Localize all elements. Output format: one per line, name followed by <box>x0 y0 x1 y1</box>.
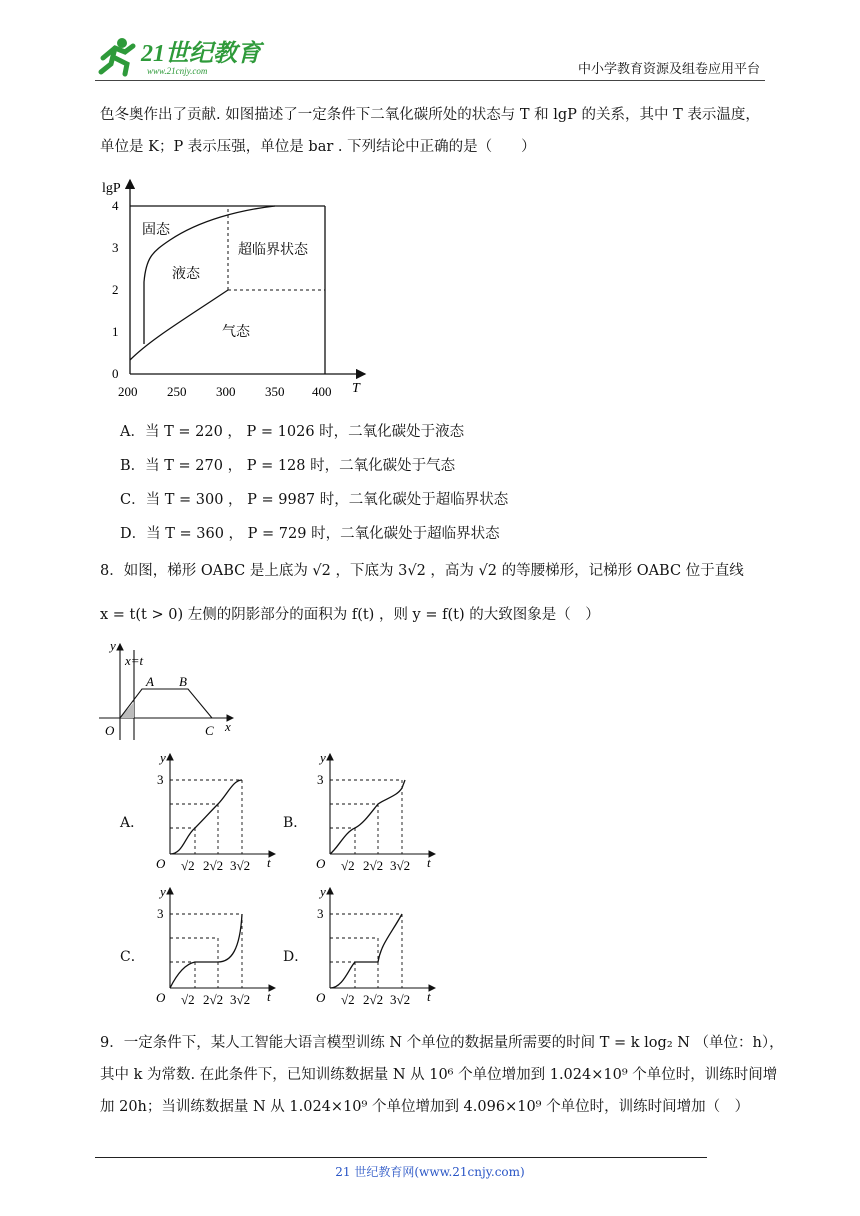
region-supercritical: 超临界状态 <box>238 243 308 258</box>
logo-text: 21世纪教育 <box>141 41 261 67</box>
svg-text:C: C <box>205 723 214 738</box>
q7-line1: 色冬奥作出了贡献. 如图描述了一定条件下二氧化碳所处的状态与 T 和 lgP 的关系，其中 T 表示温度， <box>100 107 760 123</box>
y-label: y <box>160 884 166 899</box>
y-label: y <box>320 750 326 765</box>
t-label: t <box>427 855 431 870</box>
y-tick: 0 <box>112 366 119 381</box>
origin-label: O <box>316 856 326 871</box>
y-label: y <box>320 884 326 899</box>
tick-2root2: 2√2 <box>363 858 384 873</box>
tick-2root2: 2√2 <box>203 992 224 1007</box>
x-tick: 400 <box>312 384 332 399</box>
q8-line2: x = t(t > 0) 左侧的阴影部分的面积为 f(t) ，则 y = f(t) 的大致图象是（ ） <box>100 607 600 623</box>
header-divider <box>95 80 765 81</box>
t-label: t <box>267 989 271 1004</box>
origin-label: O <box>156 990 166 1005</box>
svg-text:B: B <box>179 674 187 689</box>
q8-option-c-label[interactable]: C． <box>120 949 145 965</box>
region-gas: 气态 <box>222 325 250 340</box>
tick-2root2: 2√2 <box>203 858 224 873</box>
tick-root2: √2 <box>181 992 195 1007</box>
y-tick: 4 <box>112 198 119 213</box>
q8-graph-b[interactable] <box>305 748 445 878</box>
q8-graph-a[interactable] <box>145 748 285 878</box>
region-solid: 固态 <box>142 223 170 238</box>
y-label: y <box>160 750 166 765</box>
graph-curve <box>170 914 242 988</box>
tick-root2: √2 <box>181 858 195 873</box>
footer-text[interactable]: 21 世纪教育网(www.21cnjy.com) <box>335 1165 525 1179</box>
footer-divider <box>95 1157 707 1158</box>
y-tick: 2 <box>112 282 119 297</box>
runner-icon <box>101 38 133 74</box>
svg-text:O: O <box>105 723 115 738</box>
y-axis-label: lgP <box>102 181 121 196</box>
q7-line2: 单位是 K；P 表示压强，单位是 bar . 下列结论中正确的是（ ） <box>100 139 536 155</box>
graph-curve <box>330 914 402 988</box>
q9-line2: 其中 k 为常数. 在此条件下，已知训练数据量 N 从 10⁶ 个单位增加到 1.024×10⁹ 个单位时，训练时间增 <box>100 1067 778 1083</box>
tick-3: 3 <box>317 772 324 787</box>
logo-url: www.21cnjy.com <box>147 66 208 76</box>
q8-option-a-label[interactable]: A． <box>120 815 145 831</box>
x-axis-label: T <box>352 381 360 396</box>
q7-option-b[interactable]: B．当 T = 270 ， P = 128 时，二氧化碳处于气态 <box>120 458 456 474</box>
q7-option-a[interactable]: A．当 T = 220 ， P = 1026 时，二氧化碳处于液态 <box>120 424 465 440</box>
phase-diagram <box>90 172 380 402</box>
q9-line1: 9．一定条件下，某人工智能大语言模型训练 N 个单位的数据量所需要的时间 T = k log₂ N （单位：h）， <box>100 1035 784 1051</box>
origin-label: O <box>316 990 326 1005</box>
x-tick: 250 <box>167 384 187 399</box>
svg-text:x: x <box>225 719 231 734</box>
tick-3: 3 <box>157 772 164 787</box>
trapezoid-figure <box>95 638 245 743</box>
svg-text:A: A <box>146 674 154 689</box>
svg-text:x=t: x=t <box>125 653 144 668</box>
tick-3root2: 3√2 <box>230 992 251 1007</box>
tick-3: 3 <box>317 906 324 921</box>
y-tick: 3 <box>112 240 119 255</box>
tick-3: 3 <box>157 906 164 921</box>
tick-3root2: 3√2 <box>390 992 411 1007</box>
site-logo <box>95 34 265 78</box>
q7-option-d[interactable]: D．当 T = 360 ， P = 729 时，二氧化碳处于超临界状态 <box>120 526 500 542</box>
graph-curve <box>170 780 242 854</box>
q7-option-c[interactable]: C．当 T = 300 ， P = 9987 时，二氧化碳处于超临界状态 <box>120 492 509 508</box>
tick-2root2: 2√2 <box>363 992 384 1007</box>
graph-curve <box>330 780 405 854</box>
q8-graph-d[interactable] <box>305 882 445 1012</box>
tick-3root2: 3√2 <box>230 858 251 873</box>
q8-line1: 8．如图，梯形 OABC 是上底为 √2 ，下底为 3√2 ，高为 √2 的等腰梯形，记梯形 OABC 位于直线 <box>100 563 744 579</box>
svg-text:y: y <box>110 638 116 653</box>
origin-label: O <box>156 856 166 871</box>
t-label: t <box>427 989 431 1004</box>
vapor-boundary <box>130 290 228 360</box>
header-platform-text: 中小学教育资源及组卷应用平台 <box>577 62 760 77</box>
tick-3root2: 3√2 <box>390 858 411 873</box>
q8-option-d-label[interactable]: D． <box>283 949 309 965</box>
y-tick: 1 <box>112 324 119 339</box>
q8-option-b-label[interactable]: B． <box>283 815 308 831</box>
x-tick: 300 <box>216 384 236 399</box>
x-tick: 200 <box>118 384 138 399</box>
region-liquid: 液态 <box>172 267 200 282</box>
q9-line3: 加 20h；当训练数据量 N 从 1.024×10⁹ 个单位增加到 4.096×10⁹ 个单位时，训练时间增加（ ） <box>100 1099 750 1115</box>
q8-graph-c[interactable] <box>145 882 285 1012</box>
t-label: t <box>267 855 271 870</box>
tick-root2: √2 <box>341 858 355 873</box>
x-tick: 350 <box>265 384 285 399</box>
tick-root2: √2 <box>341 992 355 1007</box>
